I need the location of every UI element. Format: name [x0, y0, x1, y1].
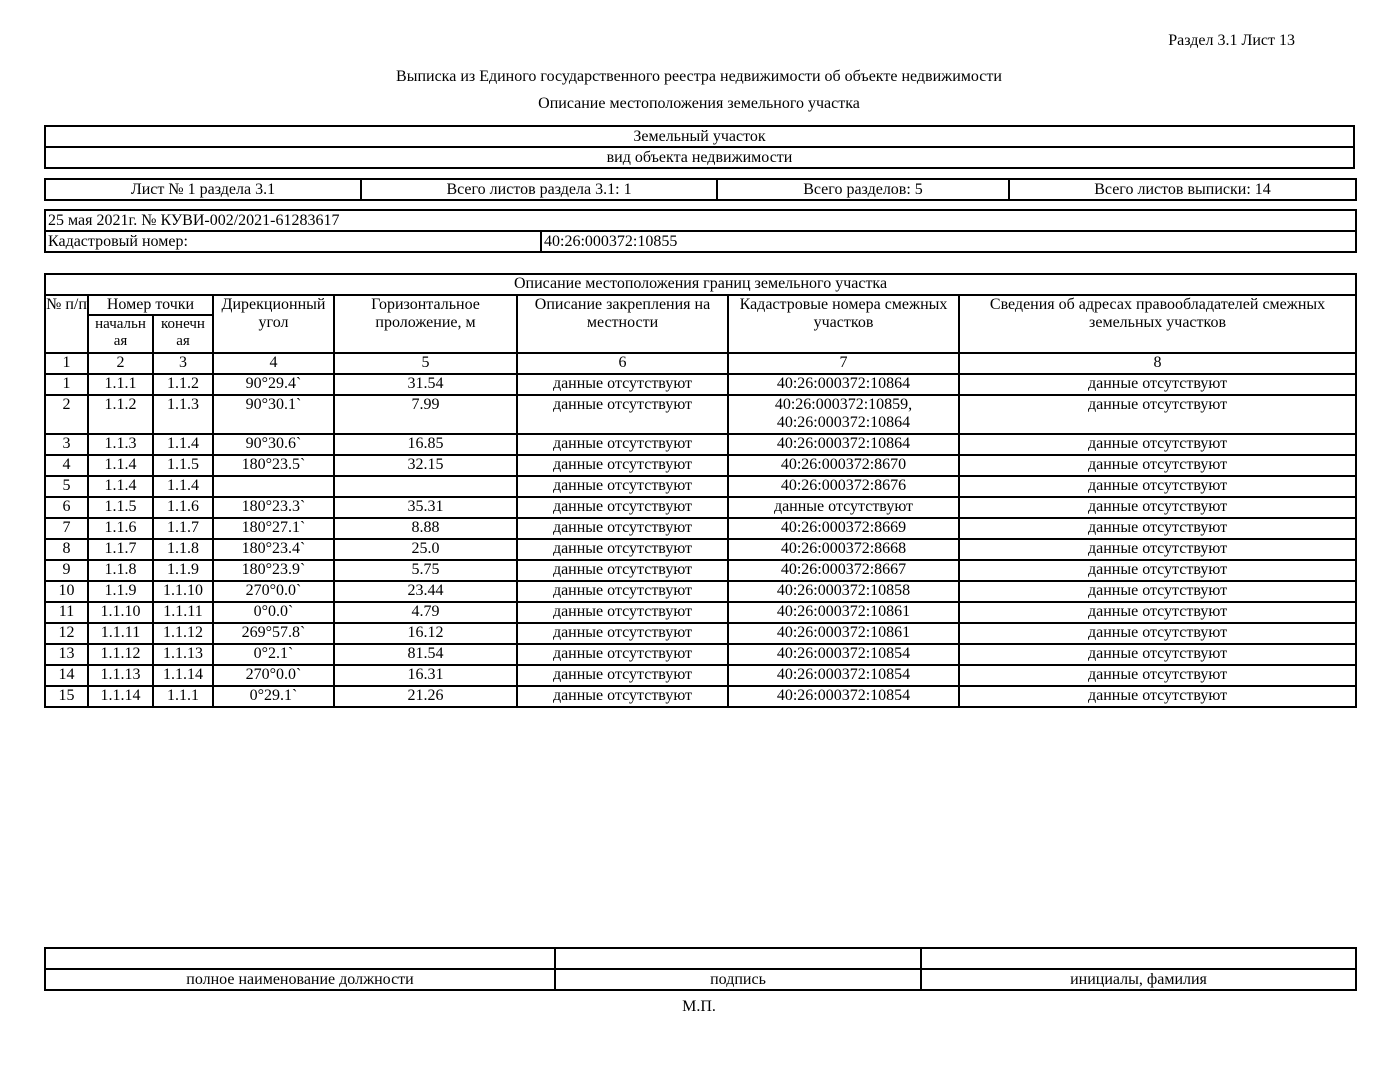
- direction-angle: 270°0.0`: [213, 665, 334, 686]
- adjacent-cadastral: 40:26:000372:10854: [728, 686, 959, 707]
- owners-addresses: данные отсутствуют: [959, 374, 1356, 395]
- row-num: 6: [45, 497, 88, 518]
- point-end: 1.1.12: [153, 623, 213, 644]
- horizontal-distance: 81.54: [334, 644, 517, 665]
- adjacent-cadastral: 40:26:000372:8669: [728, 518, 959, 539]
- signature-field: [555, 948, 921, 969]
- direction-angle: 180°23.9`: [213, 560, 334, 581]
- row-num: 12: [45, 623, 88, 644]
- horizontal-distance: 5.75: [334, 560, 517, 581]
- row-num: 8: [45, 539, 88, 560]
- point-start: 1.1.1: [88, 374, 153, 395]
- horizontal-distance: 16.31: [334, 665, 517, 686]
- fixing-description: данные отсутствуют: [517, 581, 728, 602]
- fixing-description: данные отсутствуют: [517, 686, 728, 707]
- owners-addresses: данные отсутствуют: [959, 560, 1356, 581]
- direction-angle: 270°0.0`: [213, 581, 334, 602]
- adjacent-cadastral: 40:26:000372:10858: [728, 581, 959, 602]
- owners-addresses: данные отсутствуют: [959, 518, 1356, 539]
- position-caption: полное наименование должности: [45, 969, 555, 990]
- direction-angle: 0°0.0`: [213, 602, 334, 623]
- fixing-description: данные отсутствуют: [517, 497, 728, 518]
- point-start: 1.1.12: [88, 644, 153, 665]
- owners-addresses: данные отсутствуют: [959, 686, 1356, 707]
- adjacent-cadastral: 40:26:000372:10854: [728, 644, 959, 665]
- point-start: 1.1.8: [88, 560, 153, 581]
- table-row: [45, 686, 1356, 707]
- point-start: 1.1.10: [88, 602, 153, 623]
- sheets-info-table: [44, 178, 1357, 201]
- column-number: 7: [728, 353, 959, 374]
- signature-table: [44, 947, 1357, 991]
- header-adjacent-cadastral: Кадастровые номера смежных участков: [728, 295, 959, 353]
- adjacent-cadastral-line: 40:26:000372:10864: [776, 414, 911, 431]
- boundary-table: [44, 273, 1357, 708]
- header-point-number: Номер точки: [88, 295, 213, 315]
- column-number: 8: [959, 353, 1356, 374]
- point-start: 1.1.3: [88, 434, 153, 455]
- point-start: 1.1.7: [88, 539, 153, 560]
- point-end: 1.1.4: [153, 476, 213, 497]
- row-num: 9: [45, 560, 88, 581]
- total-sections: Всего разделов: 5: [717, 179, 1009, 200]
- column-number: 4: [213, 353, 334, 374]
- horizontal-distance: 25.0: [334, 539, 517, 560]
- document-title: Выписка из Единого государственного реестра недвижимости об объекте недвижимости: [396, 68, 1002, 85]
- table-row: [45, 581, 1356, 602]
- point-start: 1.1.4: [88, 455, 153, 476]
- owners-addresses: данные отсутствуют: [959, 623, 1356, 644]
- adjacent-cadastral: 40:26:000372:8667: [728, 560, 959, 581]
- date-number: 25 мая 2021г. № КУВИ-002/2021-61283617: [45, 210, 1356, 231]
- object-type-caption: вид объекта недвижимости: [45, 147, 1354, 168]
- fixing-description: данные отсутствуют: [517, 560, 728, 581]
- header-start: начальн ая: [88, 315, 153, 353]
- point-end: 1.1.13: [153, 644, 213, 665]
- table-row: [45, 665, 1356, 686]
- adjacent-cadastral: 40:26:000372:10864: [728, 374, 959, 395]
- table-row: [45, 497, 1356, 518]
- horizontal-distance: 16.85: [334, 434, 517, 455]
- total-section-sheets: Всего листов раздела 3.1: 1: [361, 179, 717, 200]
- direction-angle: 180°23.5`: [213, 455, 334, 476]
- direction-angle: 269°57.8`: [213, 623, 334, 644]
- horizontal-distance: 32.15: [334, 455, 517, 476]
- row-num: 5: [45, 476, 88, 497]
- table-row: [45, 602, 1356, 623]
- horizontal-distance: 35.31: [334, 497, 517, 518]
- row-num: 10: [45, 581, 88, 602]
- horizontal-distance: 8.88: [334, 518, 517, 539]
- point-start: 1.1.13: [88, 665, 153, 686]
- direction-angle: [213, 476, 334, 497]
- owners-addresses: данные отсутствуют: [959, 497, 1356, 518]
- point-end: 1.1.14: [153, 665, 213, 686]
- name-field: [921, 948, 1356, 969]
- adjacent-cadastral-line: 40:26:000372:10859,: [774, 396, 913, 413]
- table-row: [45, 455, 1356, 476]
- direction-angle: 180°23.3`: [213, 497, 334, 518]
- position-field: [45, 948, 555, 969]
- direction-angle: 0°2.1`: [213, 644, 334, 665]
- point-start: 1.1.11: [88, 623, 153, 644]
- owners-addresses: данные отсутствуют: [959, 434, 1356, 455]
- owners-addresses: данные отсутствуют: [959, 455, 1356, 476]
- horizontal-distance: 21.26: [334, 686, 517, 707]
- fixing-description: данные отсутствуют: [517, 518, 728, 539]
- fixing-description: данные отсутствуют: [517, 455, 728, 476]
- table-row: [45, 518, 1356, 539]
- fixing-description: данные отсутствуют: [517, 644, 728, 665]
- total-extract-sheets: Всего листов выписки: 14: [1009, 179, 1356, 200]
- direction-angle: 0°29.1`: [213, 686, 334, 707]
- row-num: 4: [45, 455, 88, 476]
- signature-caption: подпись: [555, 969, 921, 990]
- object-type-table: [44, 125, 1355, 169]
- point-end: 1.1.1: [153, 686, 213, 707]
- table-row: [45, 623, 1356, 644]
- adjacent-cadastral: 40:26:000372:10861: [728, 623, 959, 644]
- row-num: 15: [45, 686, 88, 707]
- cadastral-label: Кадастровый номер:: [45, 231, 541, 252]
- stamp-place: М.П.: [682, 998, 716, 1015]
- direction-angle: 90°30.6`: [213, 434, 334, 455]
- owners-addresses: данные отсутствуют: [959, 602, 1356, 623]
- point-start: 1.1.2: [88, 395, 153, 434]
- column-number: 3: [153, 353, 213, 374]
- point-end: 1.1.9: [153, 560, 213, 581]
- fixing-description: данные отсутствуют: [517, 602, 728, 623]
- sheet-number: Раздел 3.1 Лист 13: [1168, 32, 1295, 49]
- row-num: 7: [45, 518, 88, 539]
- sheet-of-section: Лист № 1 раздела 3.1: [45, 179, 361, 200]
- point-start: 1.1.5: [88, 497, 153, 518]
- object-type: Земельный участок: [45, 126, 1354, 147]
- adjacent-cadastral: 40:26:000372:8676: [728, 476, 959, 497]
- row-num: 2: [45, 395, 88, 434]
- document-subtitle: Описание местоположения земельного участка: [538, 95, 860, 112]
- point-start: 1.1.14: [88, 686, 153, 707]
- header-owners-addresses: Сведения об адресах правообладателей смежных земельных участков: [959, 295, 1356, 353]
- adjacent-cadastral: данные отсутствуют: [728, 497, 959, 518]
- point-end: 1.1.11: [153, 602, 213, 623]
- point-end: 1.1.6: [153, 497, 213, 518]
- point-end: 1.1.10: [153, 581, 213, 602]
- table-row: [45, 395, 1356, 434]
- row-num: 13: [45, 644, 88, 665]
- document-info-table: [44, 209, 1357, 253]
- owners-addresses: данные отсутствуют: [959, 539, 1356, 560]
- horizontal-distance: [334, 476, 517, 497]
- adjacent-cadastral: 40:26:000372:8670: [728, 455, 959, 476]
- row-num: 14: [45, 665, 88, 686]
- horizontal-distance: 31.54: [334, 374, 517, 395]
- name-caption: инициалы, фамилия: [921, 969, 1356, 990]
- column-number: 6: [517, 353, 728, 374]
- owners-addresses: данные отсутствуют: [959, 476, 1356, 497]
- owners-addresses: данные отсутствуют: [959, 665, 1356, 686]
- owners-addresses: данные отсутствуют: [959, 644, 1356, 665]
- fixing-description: данные отсутствуют: [517, 623, 728, 644]
- row-num: 11: [45, 602, 88, 623]
- horizontal-distance: 16.12: [334, 623, 517, 644]
- direction-angle: 180°23.4`: [213, 539, 334, 560]
- adjacent-cadastral: 40:26:000372:10864: [728, 434, 959, 455]
- adjacent-cadastral: 40:26:000372:10861: [728, 602, 959, 623]
- point-start: 1.1.6: [88, 518, 153, 539]
- horizontal-distance: 23.44: [334, 581, 517, 602]
- adjacent-cadastral: 40:26:000372:8668: [728, 539, 959, 560]
- table-row: [45, 644, 1356, 665]
- point-end: 1.1.5: [153, 455, 213, 476]
- row-num: 3: [45, 434, 88, 455]
- header-end: конечн ая: [153, 315, 213, 353]
- direction-angle: 180°27.1`: [213, 518, 334, 539]
- direction-angle: 90°30.1`: [213, 395, 334, 434]
- fixing-description: данные отсутствуют: [517, 665, 728, 686]
- horizontal-distance: 4.79: [334, 602, 517, 623]
- adjacent-cadastral: [728, 395, 959, 434]
- table-row: [45, 374, 1356, 395]
- column-number: 2: [88, 353, 153, 374]
- point-end: 1.1.8: [153, 539, 213, 560]
- row-num: 1: [45, 374, 88, 395]
- table-row: [45, 434, 1356, 455]
- point-end: 1.1.7: [153, 518, 213, 539]
- point-end: 1.1.3: [153, 395, 213, 434]
- point-start: 1.1.4: [88, 476, 153, 497]
- boundary-table-title: Описание местоположения границ земельного участка: [45, 274, 1356, 295]
- header-num: № п/п: [45, 295, 88, 353]
- table-row: [45, 476, 1356, 497]
- table-row: [45, 560, 1356, 581]
- cadastral-number: 40:26:000372:10855: [541, 231, 1356, 252]
- owners-addresses: данные отсутствуют: [959, 581, 1356, 602]
- point-end: 1.1.2: [153, 374, 213, 395]
- fixing-description: данные отсутствуют: [517, 374, 728, 395]
- owners-addresses: данные отсутствуют: [959, 395, 1356, 434]
- table-row: [45, 539, 1356, 560]
- point-end: 1.1.4: [153, 434, 213, 455]
- point-start: 1.1.9: [88, 581, 153, 602]
- column-number: 1: [45, 353, 88, 374]
- fixing-description: данные отсутствуют: [517, 476, 728, 497]
- header-distance: Горизонтальное проложение, м: [334, 295, 517, 353]
- column-number: 5: [334, 353, 517, 374]
- fixing-description: данные отсутствуют: [517, 434, 728, 455]
- fixing-description: данные отсутствуют: [517, 395, 728, 434]
- horizontal-distance: 7.99: [334, 395, 517, 434]
- header-angle: Дирекционный угол: [213, 295, 334, 353]
- header-fixing: Описание закрепления на местности: [517, 295, 728, 353]
- direction-angle: 90°29.4`: [213, 374, 334, 395]
- fixing-description: данные отсутствуют: [517, 539, 728, 560]
- adjacent-cadastral: 40:26:000372:10854: [728, 665, 959, 686]
